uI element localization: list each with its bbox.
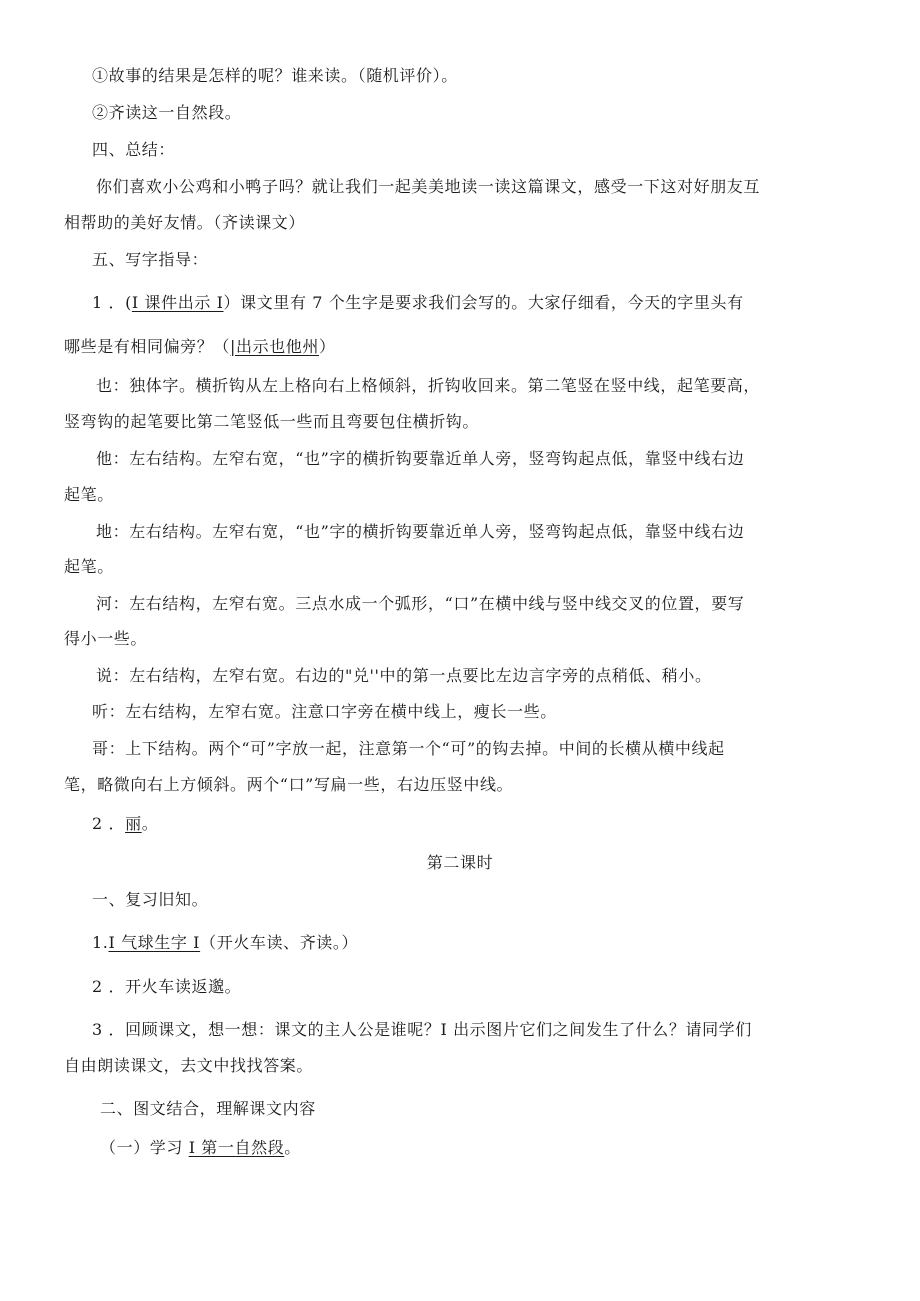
paragraph-ye-cont: 竖弯钩的起笔要比第二笔竖低一些而且弯要包住横折钩。 [64, 412, 480, 431]
line-29-period: 。 [284, 1138, 301, 1157]
paragraph-ta: 他：左右结构。左窄右宽，“也”字的横折钩要靠近单人旁，竖弯钩起点低，靠竖中线右边 [96, 449, 745, 468]
paragraph-di: 地：左右结构。左窄右宽，“也”字的横折钩要靠近单人旁，竖弯钩起点低，靠竖中线右边 [96, 522, 745, 541]
paragraph-he: 河：左右结构，左窄右宽。三点水成一个弧形，“口”在横中线与竖中线交叉的位置，要写 [96, 594, 745, 613]
paragraph-ge: 哥：上下结构。两个“可”字放一起，注意第一个“可”的钩去掉。中间的长横从横中线起 [92, 739, 725, 758]
paragraph-di-cont: 起笔。 [64, 557, 114, 576]
show-characters-marker: |出示也他州 [230, 337, 320, 356]
paragraph-line-25: 2 ．开火车读返邈。 [92, 977, 242, 996]
paragraph-line-29 [100, 1138, 301, 1158]
line-29-text: （一）学习 [100, 1138, 189, 1157]
paragraph-line-7 [92, 293, 744, 313]
section-heading-writing-guide: 五、写字指导： [92, 250, 209, 269]
paragraph-shuo: 说：左右结构，左窄右宽。右边的"兑''中的第一点要比左边言字旁的点稍低、稍小。 [96, 666, 712, 685]
paragraph-ta-cont: 起笔。 [64, 485, 114, 504]
character-li: 丽 [125, 814, 142, 833]
list-number-2: 2 ． [92, 814, 126, 833]
paragraph-line-26: 3 ．回顾课文，想一想：课文的主人公是谁呢？I 出示图片它们之间发生了什么？请同学们 [92, 1020, 752, 1039]
paragraph-line-2: ②齐读这一自然段。 [92, 103, 242, 122]
line-7-text: ）课文里有 7 个生字是要求我们会写的。大家仔细看，今天的字里头有 [223, 293, 744, 312]
lesson-heading-second: 第二课时 [426, 853, 494, 872]
courseware-marker: I 课件出示 I [131, 293, 224, 312]
section-heading-image-text: 二、图文结合，理解课文内容 [100, 1099, 316, 1118]
line-24-text: （开火车读、齐读。） [200, 933, 359, 952]
list-number-1: 1 ．( [92, 293, 132, 312]
paragraph-line-4: 你们喜欢小公鸡和小鸭子吗？就让我们一起美美地读一读这篇课文，感受一下这对好朋友互 [96, 177, 761, 196]
paragraph-line-5: 相帮助的美好友情。（齐读课文） [64, 213, 306, 232]
list-number-review-1: 1. [92, 933, 109, 952]
paragraph-he-cont: 得小一些。 [64, 629, 148, 648]
balloon-characters-marker: I 气球生字 I [108, 933, 201, 952]
paragraph-line-1: ①故事的结果是怎样的呢？谁来读。（随机评价）。 [92, 66, 458, 85]
paragraph-line-21 [92, 814, 158, 834]
line-8-close: ） [319, 337, 336, 356]
paragraph-line-8 [64, 337, 336, 357]
first-paragraph-marker: I 第一自然段 [188, 1138, 285, 1157]
paragraph-ye: 也：独体字。横折钩从左上格向右上格倾斜，折钩收回来。第二笔竖在竖中线，起笔要高， [96, 376, 761, 395]
paragraph-ge-cont: 笔，略微向右上方倾斜。两个“口”写扁一些，右边压竖中线。 [64, 775, 514, 794]
line-8-text: 哪些是有相同偏旁？（ [64, 337, 231, 356]
paragraph-ting: 听：左右结构，左窄右宽。注意口字旁在横中线上，瘦长一些。 [92, 702, 557, 721]
section-heading-review: 一、复习旧知。 [92, 890, 209, 909]
paragraph-line-24 [92, 933, 358, 953]
paragraph-line-27: 自由朗读课文，去文中找找答案。 [64, 1056, 314, 1075]
line-21-period: 。 [141, 814, 159, 833]
section-heading-summary: 四、总结： [92, 140, 176, 159]
